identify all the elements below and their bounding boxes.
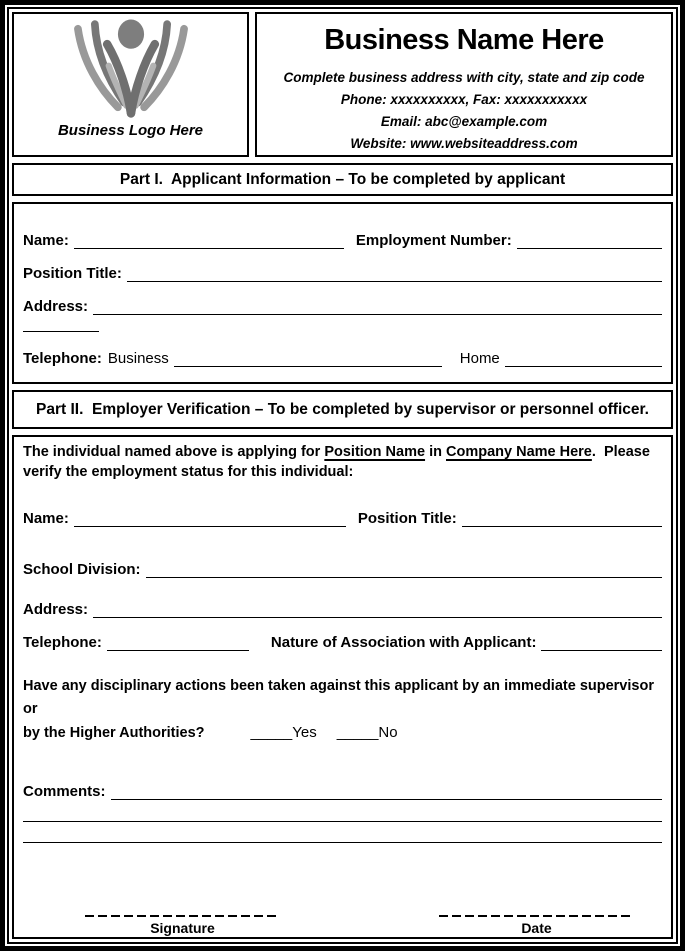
part2-telephone-blank[interactable]: [107, 650, 249, 651]
part2-title-text: Part II. Employer Verification – To be completed by supervisor or personnel officer.: [36, 400, 649, 418]
part2-name-row: [23, 509, 662, 528]
date-block: [439, 915, 634, 936]
part1-name-blank[interactable]: [74, 248, 344, 249]
part1-content: [12, 202, 673, 384]
part1-employment-number-label: Employment Number:: [355, 232, 512, 249]
part1-address-row2: [23, 331, 662, 333]
intro-suffix-text: . Please verify the employment status for this individual:: [23, 444, 654, 480]
part2-telephone-label: Telephone:: [23, 634, 102, 651]
part1-telephone-home-label: Home: [459, 350, 500, 367]
part1-telephone-home-blank[interactable]: [505, 366, 662, 367]
date-label: Date: [521, 920, 552, 936]
part2-content: [12, 435, 673, 939]
form-page-inner: [7, 7, 678, 944]
part1-position-row: [23, 264, 662, 283]
part2-position-title-label: Position Title:: [357, 510, 457, 527]
part2-school-division-row: [23, 560, 662, 579]
part1-address-label: Address:: [23, 298, 89, 315]
disciplinary-question: [23, 675, 662, 745]
part2-school-division-blank[interactable]: [146, 577, 662, 578]
header: [12, 12, 673, 157]
intro-position-name-placeholder: Position Name: [324, 444, 426, 460]
intro-middle-text: in: [425, 444, 446, 460]
part1-telephone-business-blank[interactable]: [174, 366, 442, 367]
part2-header: [12, 390, 673, 429]
part1-title-text: Part I. Applicant Information – To be completed by applicant: [119, 170, 566, 188]
part2-name-blank[interactable]: [74, 526, 346, 527]
signature-label: Signature: [150, 920, 215, 936]
signature-line[interactable]: [85, 915, 280, 917]
disciplinary-question-line1: Have any disciplinary actions been taken against this applicant by an immediate supervisor or: [23, 678, 654, 717]
part1-telephone-business-label: Business: [107, 350, 169, 367]
part1-telephone-row: [23, 349, 662, 368]
part1-address-blank[interactable]: [93, 314, 662, 315]
logo-caption: Business Logo Here: [57, 122, 204, 139]
part1-address-row: [23, 297, 662, 316]
part1-position-title-label: Position Title:: [23, 265, 122, 282]
part2-address-label: Address:: [23, 601, 89, 618]
business-info-box: [255, 12, 673, 157]
part2-address-row: [23, 600, 662, 619]
part1-address-blank2[interactable]: [23, 331, 99, 332]
part2-telephone-row: [23, 633, 662, 652]
intro-prefix-text: The individual named above is applying for: [23, 444, 325, 460]
business-email-line: Email: abc@example.com: [380, 114, 548, 129]
no-option-blank[interactable]: _____No: [336, 724, 398, 741]
business-website-line: Website: www.websiteaddress.com: [350, 136, 578, 151]
part1-name-row: [23, 231, 662, 250]
business-address-line: Complete business address with city, state and zip code: [283, 70, 645, 85]
part2-school-division-label: School Division:: [23, 561, 141, 578]
part1-telephone-label: Telephone:: [23, 350, 102, 367]
logo-box: [12, 12, 249, 157]
intro-company-name-placeholder: Company Name Here: [446, 444, 592, 460]
date-line[interactable]: [439, 915, 634, 917]
part2-nature-of-association-label: Nature of Association with Applicant:: [270, 634, 537, 651]
part2-address-blank[interactable]: [93, 617, 662, 618]
comments-row: [23, 782, 662, 801]
comments-label: Comments:: [23, 783, 106, 800]
part2-intro-paragraph: [23, 442, 662, 482]
yes-option-blank[interactable]: _____Yes: [250, 724, 317, 741]
signature-block: [85, 915, 280, 936]
comments-blank-line1[interactable]: [111, 799, 662, 800]
business-name-title: Business Name Here: [324, 24, 604, 56]
business-phone-fax-line: Phone: xxxxxxxxxx, Fax: xxxxxxxxxxx: [340, 92, 588, 107]
business-logo-icon: [46, 18, 216, 118]
part1-position-title-blank[interactable]: [127, 281, 662, 282]
part2-position-title-blank[interactable]: [462, 526, 662, 527]
part1-header: [12, 163, 673, 196]
comments-blank-line2[interactable]: [23, 821, 662, 822]
part2-nature-of-association-blank[interactable]: [541, 650, 662, 651]
part1-employment-number-blank[interactable]: [517, 248, 662, 249]
disciplinary-question-line2: by the Higher Authorities?: [23, 725, 205, 741]
signature-date-row: [23, 915, 662, 936]
comments-blank-line3[interactable]: [23, 842, 662, 843]
part2-name-label: Name:: [23, 510, 69, 527]
part1-name-label: Name:: [23, 232, 69, 249]
